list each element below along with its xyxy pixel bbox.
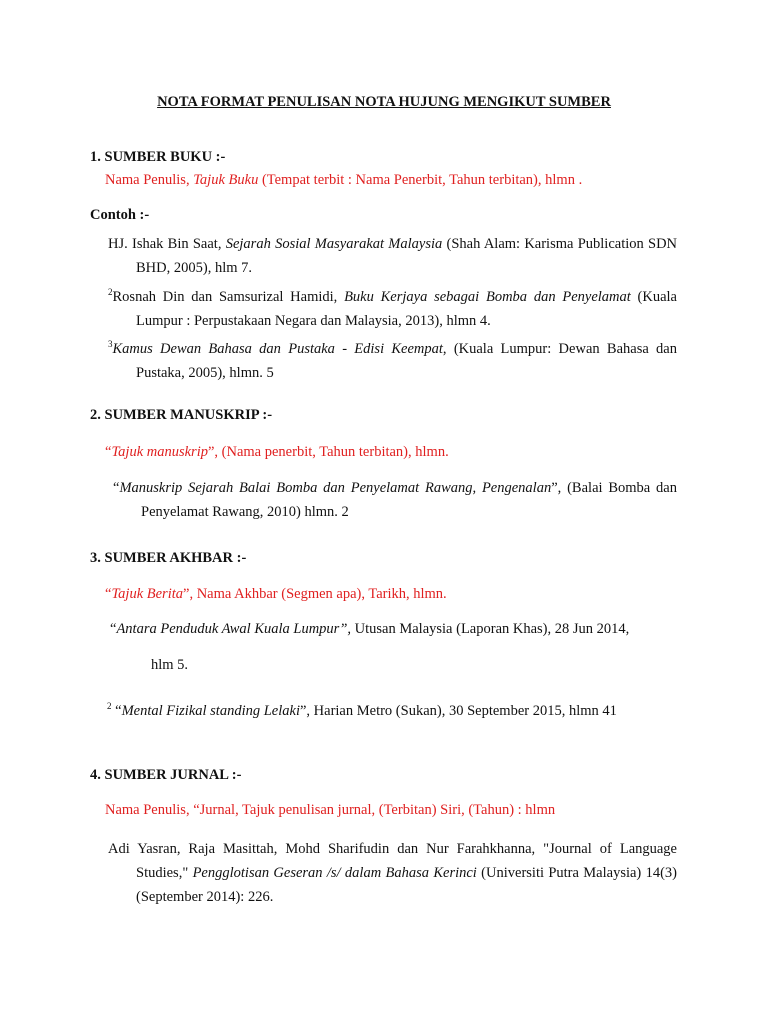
example-text: (Kuala Lumpur : Perpustakaan Negara dan Malaysia, 2013), hlmn 4. — [136, 289, 677, 329]
format-akhbar — [105, 586, 447, 603]
example-text: Rosnah Din dan Samsurizal Hamidi, — [112, 289, 345, 305]
footnote-number: 3 — [108, 339, 113, 349]
example-buku-1 — [108, 232, 677, 280]
example-text: “ — [110, 621, 117, 637]
example-text: Utusan Malaysia (Laporan Khas), 28 Jun 2014, — [351, 621, 630, 637]
page-title: NOTA FORMAT PENULISAN NOTA HUJUNG MENGIKUT SUMBER — [157, 94, 611, 110]
format-manuskrip — [105, 444, 449, 461]
example-italic: Mental Fizikal standing Lelaki — [121, 703, 300, 719]
format-italic: Tajuk manuskrip — [111, 444, 208, 460]
example-text: ”, (Balai Bomba dan Penyelamat Rawang, 2010) hlmn. 2 — [141, 480, 677, 520]
format-italic: Tajuk Berita — [111, 586, 184, 602]
example-text: “ — [113, 480, 120, 496]
example-text: (Shah Alam: Karisma Publication SDN BHD, 2005), hlm 7. — [136, 236, 678, 276]
section-heading-jurnal: 4. SUMBER JURNAL :- — [90, 767, 242, 783]
format-jurnal: Nama Penulis, “Jurnal, Tajuk penulisan jurnal, (Terbitan) Siri, (Tahun) : hlmn — [105, 802, 556, 818]
example-italic: Pengglotisan Geseran /s/ dalam Bahasa Kerinci — [192, 865, 477, 881]
example-text: “ — [111, 703, 122, 719]
format-text: ”, (Nama penerbit, Tahun terbitan), hlmn. — [207, 444, 449, 460]
format-buku — [105, 172, 582, 189]
section-heading-buku: 1. SUMBER BUKU :- — [90, 149, 226, 165]
footnote-number: 2 — [108, 287, 113, 297]
format-buku-rest: (Tempat terbit : Nama Penerbit, Tahun terbitan), hlmn . — [258, 172, 583, 188]
format-text: “ — [105, 444, 112, 460]
example-text: , (Kuala Lumpur: Dewan Bahasa dan Pustaka, 2005), hlmn. 5 — [136, 341, 677, 381]
section-heading-akhbar: 3. SUMBER AKHBAR :- — [90, 550, 247, 566]
example-text: Adi Yasran, Raja Masittah, Mohd Sharifudin dan Nur Farahkhanna, "Journal of Language Studies," — [108, 841, 677, 881]
example-buku-3 — [108, 337, 677, 385]
format-text: “ — [105, 586, 112, 602]
example-manuskrip-1 — [113, 476, 677, 524]
contoh-label: Contoh :- — [90, 207, 150, 223]
example-text: ”, Harian Metro (Sukan), 30 September 2015, hlmn 41 — [299, 703, 617, 719]
example-italic: Kamus Dewan Bahasa dan Pustaka - Edisi Keempat — [112, 341, 443, 357]
format-text: ”, Nama Akhbar (Segmen apa), Tarikh, hlmn. — [183, 586, 447, 602]
example-akhbar-1 — [110, 621, 629, 638]
format-buku-title: Tajuk Buku — [193, 172, 259, 188]
example-text: (Universiti Putra Malaysia) 14(3) (September 2014): 226. — [136, 865, 677, 905]
example-italic: Buku Kerjaya sebagai Bomba dan Penyelamat — [344, 289, 631, 305]
section-heading-manuskrip: 2. SUMBER MANUSKRIP :- — [90, 407, 273, 423]
footnote-number: 2 — [107, 701, 112, 711]
example-akhbar-1-page: hlm 5. — [151, 657, 189, 673]
example-akhbar-2 — [107, 703, 617, 720]
format-buku-author: Nama Penulis, — [105, 172, 194, 188]
example-text: HJ. Ishak Bin Saat, — [108, 236, 226, 252]
example-italic: Antara Penduduk Awal Kuala Lumpur”, — [116, 621, 352, 637]
example-italic: Sejarah Sosial Masyarakat Malaysia — [225, 236, 443, 252]
example-jurnal-1 — [108, 837, 677, 909]
example-buku-2 — [108, 285, 677, 333]
example-italic: Manuskrip Sejarah Balai Bomba dan Penyelamat Rawang, Pengenalan — [119, 480, 552, 496]
